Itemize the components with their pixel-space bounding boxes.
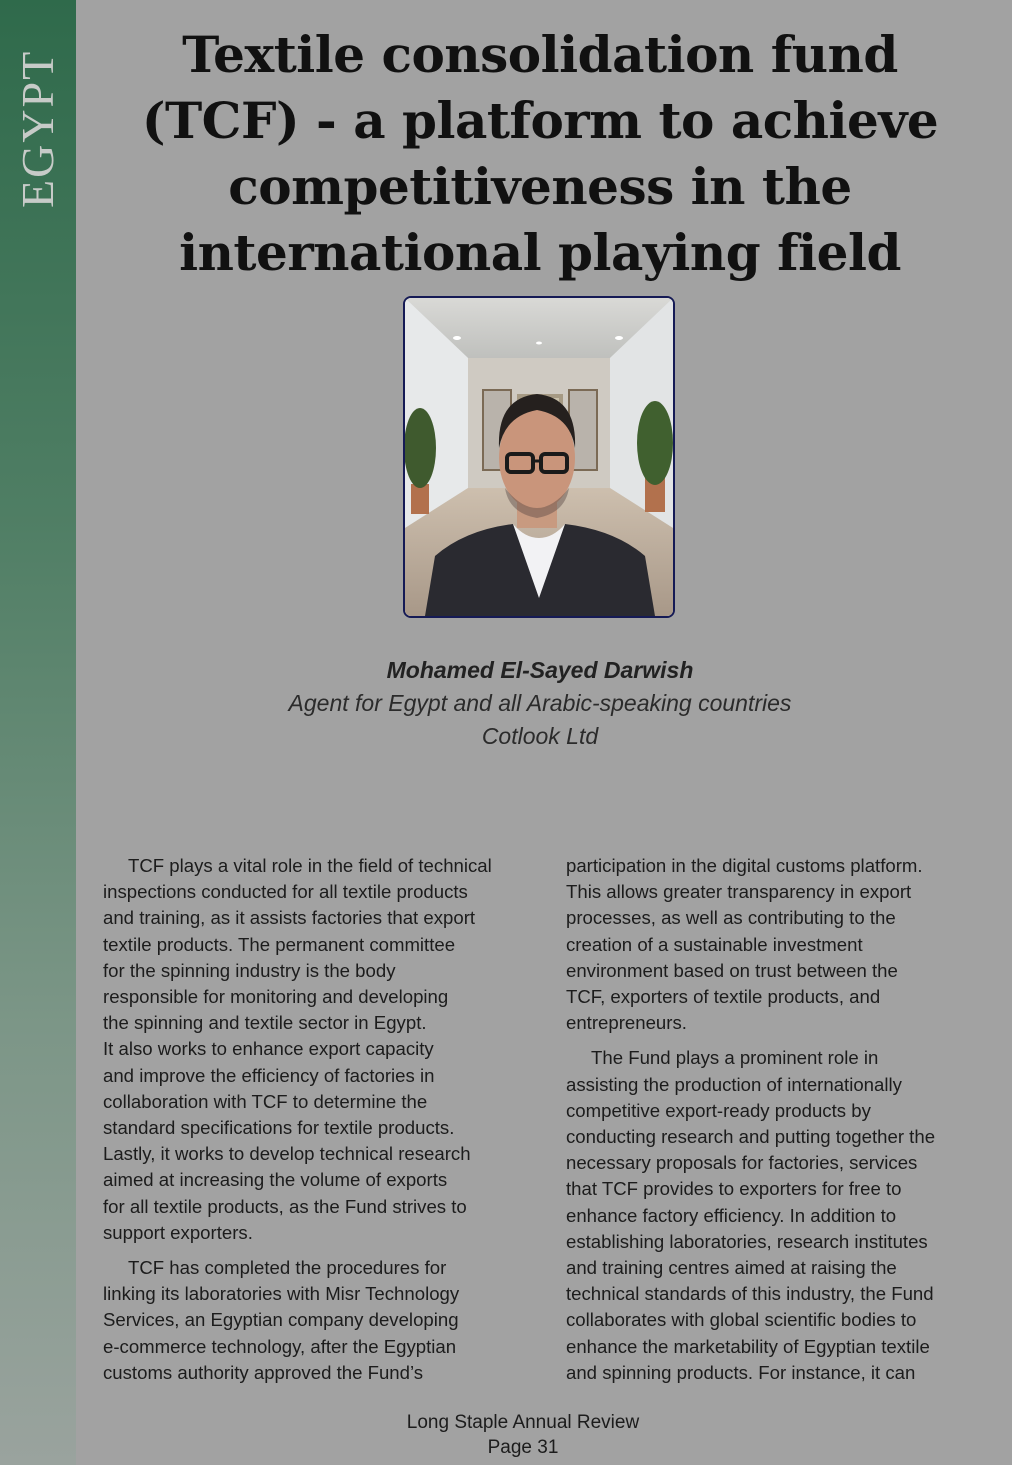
text-line: textile products. The permanent committee: [103, 933, 456, 955]
text-line: establishing laboratories, research institutes: [566, 1230, 928, 1252]
text-line: responsible for monitoring and developing: [103, 986, 449, 1008]
text-line: entrepreneurs.: [566, 1012, 687, 1034]
author-company: Cotlook Ltd: [481, 723, 599, 749]
page-number: Page 31: [487, 1437, 559, 1458]
text-line: and training, as it assists factories that export: [103, 907, 476, 929]
text-line: support exporters.: [103, 1221, 253, 1243]
text-line: and improve the efficiency of factories in: [103, 1064, 435, 1086]
text-line: customs authority approved the Fund’s: [103, 1361, 424, 1383]
text-line: and training centres aimed at raising the: [566, 1257, 897, 1279]
text-line: It also works to enhance export capacity: [103, 1038, 434, 1060]
author-role: Agent for Egypt and all Arabic-speaking countries: [288, 690, 792, 716]
body-column-right: [566, 853, 976, 1395]
text-line: that TCF provides to exporters for free to: [566, 1178, 902, 1200]
sidebar-country-label: EGYPT: [12, 49, 63, 209]
title-line: (TCF) - a platform to achieve: [141, 91, 939, 150]
text-line: environment based on trust between the: [566, 959, 898, 981]
text-line: assisting the production of internationally: [566, 1073, 902, 1095]
text-line: standard specifications for textile products.: [103, 1117, 455, 1139]
text-line: TCF has completed the procedures for: [128, 1257, 447, 1279]
page-footer: [300, 1410, 746, 1460]
article-title: [140, 22, 940, 286]
text-line: enhance the marketability of Egyptian textile: [566, 1335, 930, 1357]
text-line: aimed at increasing the volume of exports: [103, 1169, 448, 1191]
title-line: Textile consolidation fund: [182, 25, 898, 84]
text-line: for all textile products, as the Fund strives to: [103, 1195, 467, 1217]
text-line: enhance factory efficiency. In addition to: [566, 1204, 897, 1226]
title-line: international playing field: [179, 223, 901, 282]
text-line: Services, an Egyptian company developing: [103, 1309, 459, 1331]
text-line: processes, as well as contributing to the: [566, 907, 896, 929]
author-photo: [403, 296, 675, 618]
text-line: technical standards of this industry, the Fund: [566, 1283, 934, 1305]
text-line: and spinning products. For instance, it can: [566, 1361, 916, 1383]
publication-name: Long Staple Annual Review: [406, 1412, 640, 1433]
body-column-left: [103, 853, 523, 1395]
text-line: Lastly, it works to develop technical research: [103, 1143, 471, 1165]
text-line: This allows greater transparency in export: [566, 881, 912, 903]
paragraph: [566, 1045, 976, 1386]
text-line: inspections conducted for all textile products: [103, 881, 468, 903]
text-line: linking its laboratories with Misr Technology: [103, 1283, 460, 1305]
paragraph: [566, 853, 976, 1036]
sidebar-band: [0, 0, 76, 1465]
text-line: the spinning and textile sector in Egypt.: [103, 1012, 427, 1034]
text-line: TCF, exporters of textile products, and: [566, 986, 881, 1008]
text-line: conducting research and putting together the: [566, 1126, 936, 1148]
paragraph: [103, 1255, 523, 1386]
text-line: e-commerce technology, after the Egyptian: [103, 1335, 457, 1357]
text-line: The Fund plays a prominent role in: [591, 1047, 879, 1069]
text-line: for the spinning industry is the body: [103, 959, 396, 981]
text-line: creation of a sustainable investment: [566, 933, 863, 955]
text-line: competitive export-ready products by: [566, 1099, 871, 1121]
author-photo-illustration: [405, 298, 673, 616]
text-line: necessary proposals for factories, services: [566, 1152, 918, 1174]
text-line: participation in the digital customs platform.: [566, 855, 923, 876]
paragraph: [103, 853, 523, 1246]
title-line: competitiveness in the: [228, 157, 852, 216]
author-name: Mohamed El-Sayed Darwish: [386, 657, 694, 683]
author-byline: [180, 654, 900, 753]
text-line: collaboration with TCF to determine the: [103, 1090, 428, 1112]
text-line: TCF plays a vital role in the field of technical: [128, 855, 492, 876]
text-line: collaborates with global scientific bodies to: [566, 1309, 917, 1331]
